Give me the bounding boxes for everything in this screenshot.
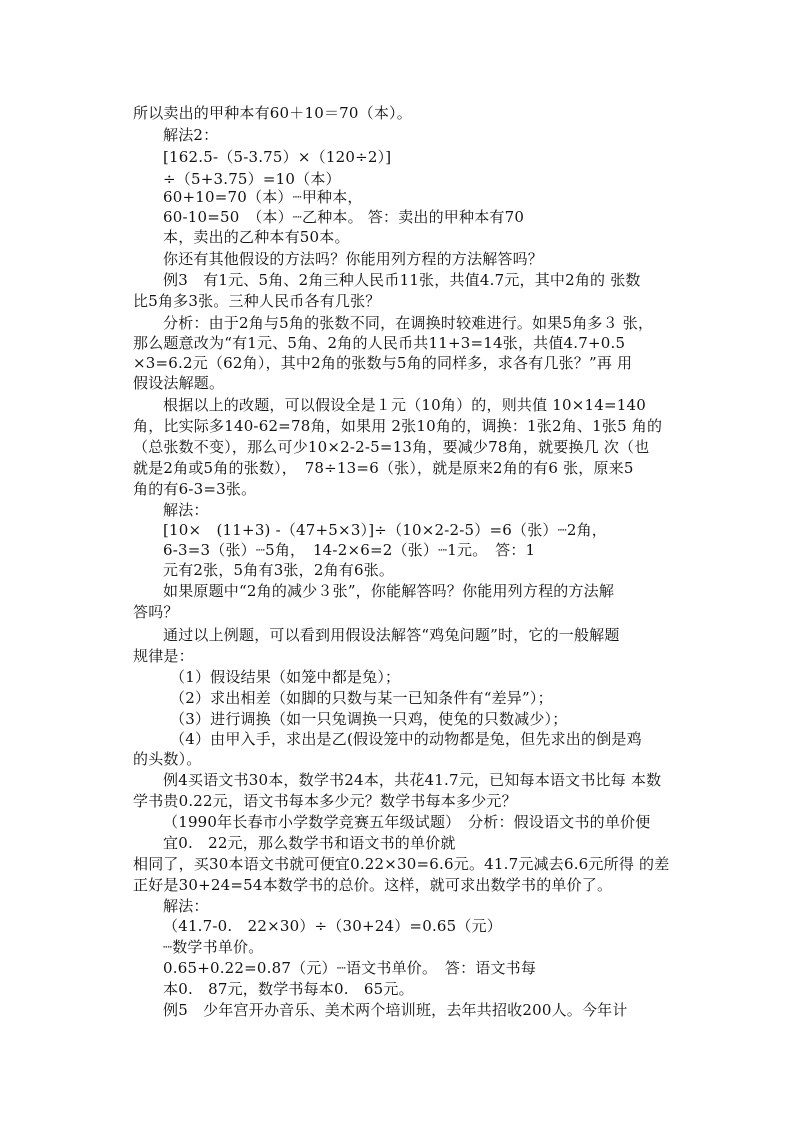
text-line: 根据以上的改题，可以假设全是１元（10角）的，则共值 10×14=140: [163, 396, 646, 414]
text-line: 通过以上例题，可以看到用假设法解答“鸡兔问题”时，它的一般解题: [163, 626, 620, 644]
text-line: （41.7-0. 22×30）÷（30+24）=0.65（元）: [163, 917, 502, 935]
text-line: 解法2：: [163, 126, 219, 144]
text-line: 的头数）。: [133, 750, 202, 768]
text-line: 例3 有1元、5角、2角三种人民币11张，共值4.7元，其中2角的 张数: [163, 271, 641, 289]
text-line: ┈数学书单价。: [163, 938, 264, 956]
text-line: （1）假设结果（如笼中都是兔）；: [170, 668, 401, 686]
text-line: 6-3=3（张）┈5角， 14-2×6=2（张）┈1元。 答：1: [163, 541, 536, 559]
text-line: 60-10=50 （本）┈乙种本。 答：卖出的甲种本有70: [163, 208, 525, 226]
text-line: 假设法解题。: [133, 374, 225, 392]
text-line: 如果原题中“2角的减少３张”，你能解答吗？你能用列方程的方法解: [163, 582, 615, 600]
text-line: [10× (11+3) -（47+5×3）]÷（10×2-2-5）=6（张）┈2角，: [163, 521, 607, 539]
text-line: 答吗？: [133, 603, 179, 621]
text-line: 就是2角或5角的张数）， 78÷13=6（张），就是原来2角的有6 张，原来5: [133, 459, 634, 477]
text-line: ÷（5+3.75）=10（本）: [163, 170, 341, 188]
text-line: （2）求出相差（如脚的只数与某一已知条件有“差异”）；: [170, 689, 553, 707]
text-line: （4）由甲入手，求出是乙(假设笼中的动物都是兔，但先求出的倒是鸡: [170, 730, 642, 748]
text-line: 相同了，买30本语文书就可便宜0.22×30=6.6元。41.7元减去6.6元所得 的差: [133, 855, 670, 873]
text-line: 分析：由于2角与5角的张数不同，在调换时较难进行。如果5角多３ 张，: [163, 314, 654, 332]
text-line: 解法：: [163, 897, 209, 915]
text-line: 本，卖出的乙种本有50本。: [163, 228, 350, 246]
text-line: （3）进行调换（如一只兔调换一只鸡，使兔的只数减少）；: [170, 710, 568, 728]
text-line: 角的有6-3=3张。: [133, 480, 257, 498]
text-line: 学书贵0.22元，语文书每本多少元？数学书每本多少元？: [133, 792, 517, 810]
text-line: 角，比实际多140-62=78角，如果用 2张10角的，调换：1张2角、1张5 角的: [133, 417, 663, 435]
text-line: 解法：: [163, 501, 209, 519]
text-line: 例5 少年宫开办音乐、美术两个培训班，去年共招收200人。今年计: [163, 1001, 628, 1019]
text-line: [162.5-（5-3.75）×（120÷2）]: [163, 148, 392, 166]
text-line: 0.65+0.22=0.87（元）┈语文书单价。 答：语文书每: [163, 959, 537, 977]
text-line: 元有2张，5角有3张，2角有6张。: [163, 561, 395, 579]
text-line: （1990年长春市小学数学竞赛五年级试题） 分析：假设语文书的单价便: [163, 813, 651, 831]
text-line: 比5角多3张。三种人民币各有几张？: [133, 292, 381, 310]
text-line: 本0. 87元，数学书每本0. 65元。: [163, 980, 414, 998]
text-line: 60+10=70（本）┈甲种本，: [163, 188, 363, 206]
text-line: 宜0. 22元，那么数学书和语文书的单价就: [163, 834, 456, 852]
text-line: （总张数不变），那么可少10×2-2-5=13角，要减少78角，就要换几 次（也: [133, 438, 650, 456]
text-line: 所以卖出的甲种本有60＋10＝70（本）。: [133, 104, 412, 122]
text-line: 你还有其他假设的方法吗？你能用列方程的方法解答吗？: [163, 250, 544, 268]
text-line: 规律是：: [133, 647, 194, 665]
text-line: 正好是30+24=54本数学书的总价。这样，就可求出数学书的单价了。: [133, 876, 613, 894]
text-line: 那么题意改为“有1元、5角、2角的人民币共11+3=14张，共值4.7+0.5: [133, 334, 626, 352]
text-line: 例4买语文书30本，数学书24本，共花41.7元，已知每本语文书比每 本数: [163, 771, 662, 789]
text-line: ×3=6.2元（62角），其中2角的张数与5角的同样多，求各有几张？”再 用: [133, 354, 633, 372]
